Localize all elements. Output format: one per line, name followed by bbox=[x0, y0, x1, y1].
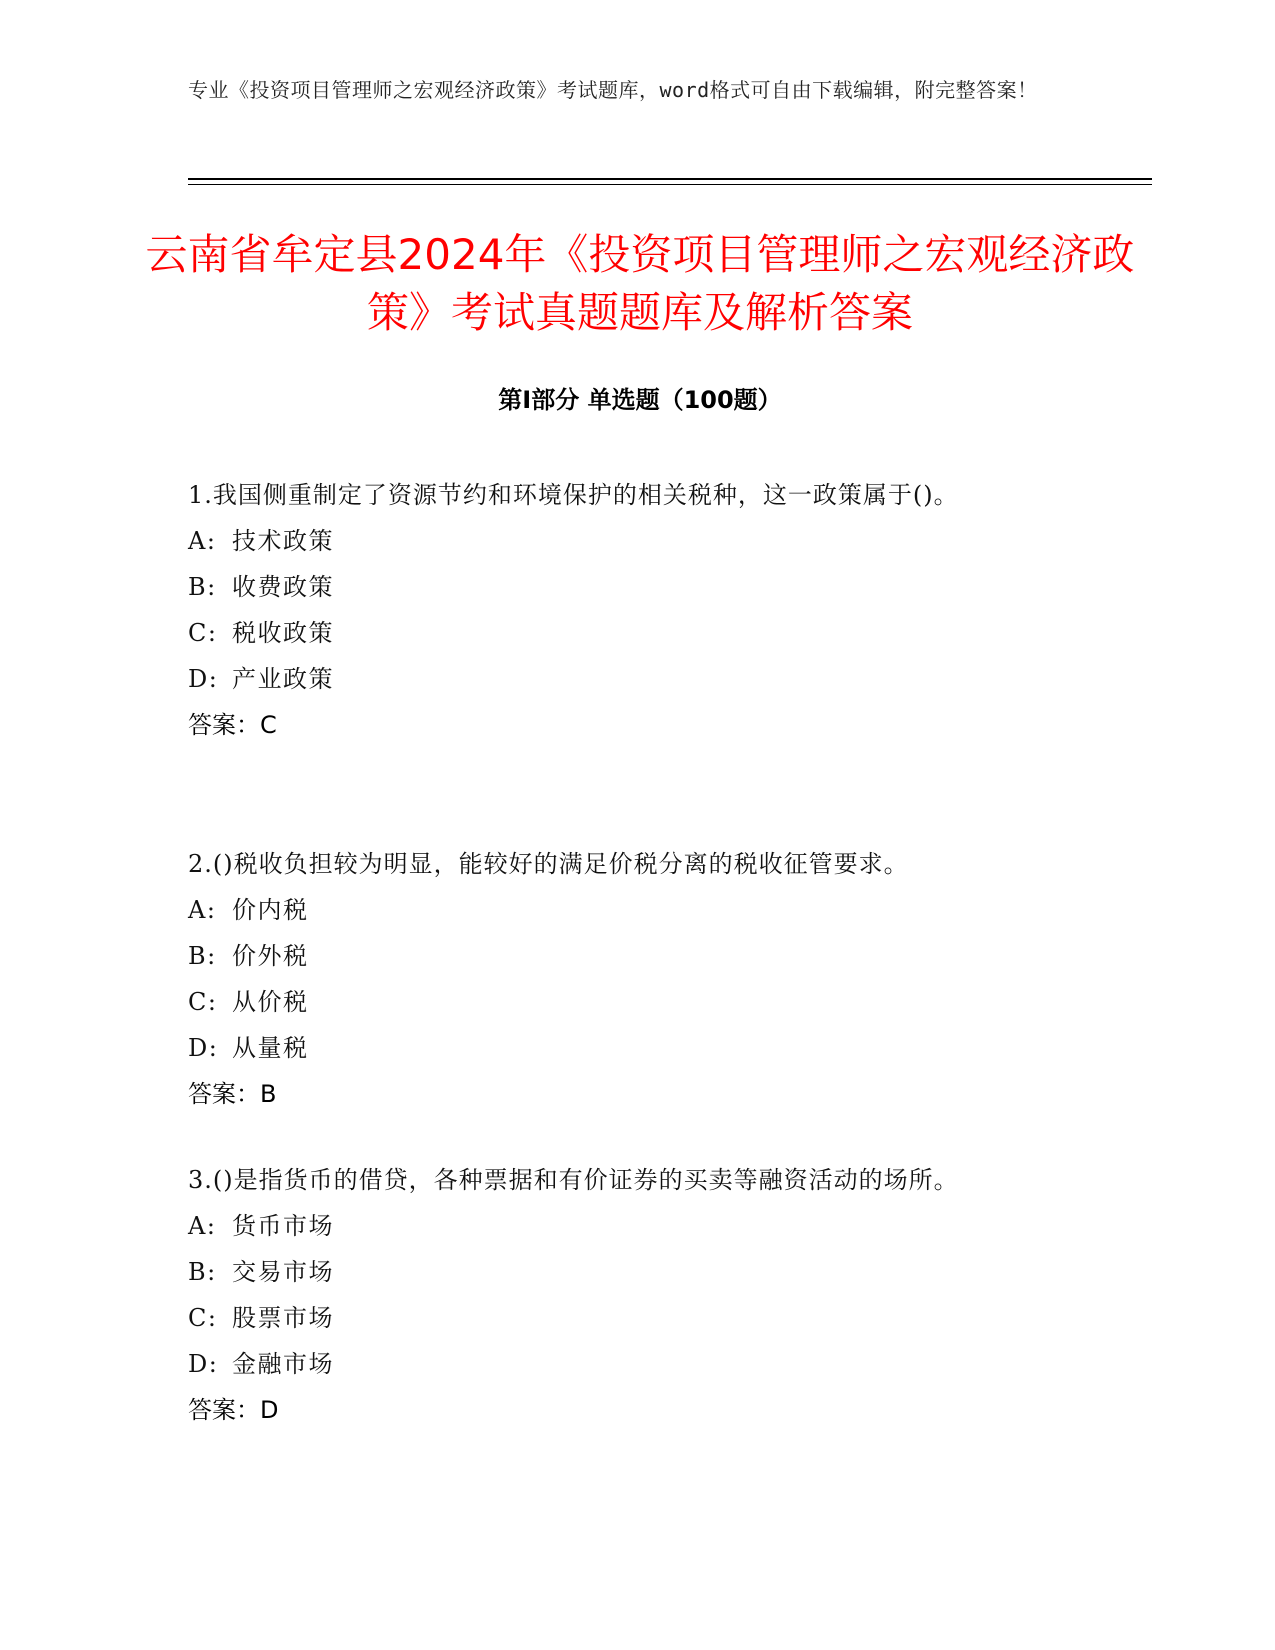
option-text: 金融市场 bbox=[232, 1350, 334, 1378]
option-text: 交易市场 bbox=[232, 1258, 334, 1286]
option-key: B: bbox=[188, 573, 217, 601]
question-stem: 1.我国侧重制定了资源节约和环境保护的相关税种，这一政策属于()。 bbox=[188, 481, 959, 509]
option-text: 产业政策 bbox=[232, 665, 334, 693]
option-text: 技术政策 bbox=[232, 527, 334, 555]
header-note: 专业《投资项目管理师之宏观经济政策》考试题库，word格式可自由下载编辑，附完整答案！ bbox=[188, 78, 1038, 102]
question-3 bbox=[188, 1157, 1068, 1433]
option-a bbox=[188, 518, 1068, 564]
option-key: A: bbox=[188, 896, 217, 924]
option-key: B: bbox=[188, 1258, 217, 1286]
section-heading: 第Ⅰ部分 单选题（100题） bbox=[498, 386, 782, 414]
option-d bbox=[188, 1025, 1068, 1071]
option-c bbox=[188, 979, 1068, 1025]
question-stem: 3.()是指货币的借贷，各种票据和有价证券的买卖等融资活动的场所。 bbox=[188, 1166, 959, 1194]
answer-line: 答案：B bbox=[188, 1080, 277, 1108]
option-text: 价外税 bbox=[232, 942, 309, 970]
option-d bbox=[188, 656, 1068, 702]
option-key: D: bbox=[188, 665, 219, 693]
answer-line: 答案：C bbox=[188, 711, 277, 739]
option-text: 收费政策 bbox=[232, 573, 334, 601]
option-key: A: bbox=[188, 1212, 217, 1240]
option-b bbox=[188, 564, 1068, 610]
option-text: 股票市场 bbox=[232, 1304, 334, 1332]
option-key: C: bbox=[188, 988, 218, 1016]
header-rule-thick bbox=[188, 178, 1152, 180]
option-key: C: bbox=[188, 619, 218, 647]
header-rule-thin bbox=[188, 184, 1152, 185]
option-key: B: bbox=[188, 942, 217, 970]
option-a bbox=[188, 1203, 1068, 1249]
option-c bbox=[188, 610, 1068, 656]
option-b bbox=[188, 1249, 1068, 1295]
option-text: 货币市场 bbox=[232, 1212, 334, 1240]
option-text: 税收政策 bbox=[232, 619, 334, 647]
option-text: 从量税 bbox=[232, 1034, 309, 1062]
option-c bbox=[188, 1295, 1068, 1341]
option-key: D: bbox=[188, 1034, 219, 1062]
option-key: A: bbox=[188, 527, 217, 555]
document-title: 云南省牟定县2024年《投资项目管理师之宏观经济政策》考试真题题库及解析答案 bbox=[145, 230, 1135, 337]
answer-line: 答案：D bbox=[188, 1396, 279, 1424]
question-2 bbox=[188, 841, 1068, 1117]
option-text: 价内税 bbox=[232, 896, 309, 924]
question-1 bbox=[188, 472, 1068, 748]
option-key: D: bbox=[188, 1350, 219, 1378]
option-key: C: bbox=[188, 1304, 218, 1332]
option-a bbox=[188, 887, 1068, 933]
option-b bbox=[188, 933, 1068, 979]
question-stem: 2.()税收负担较为明显，能较好的满足价税分离的税收征管要求。 bbox=[188, 850, 909, 878]
option-d bbox=[188, 1341, 1068, 1387]
option-text: 从价税 bbox=[232, 988, 309, 1016]
